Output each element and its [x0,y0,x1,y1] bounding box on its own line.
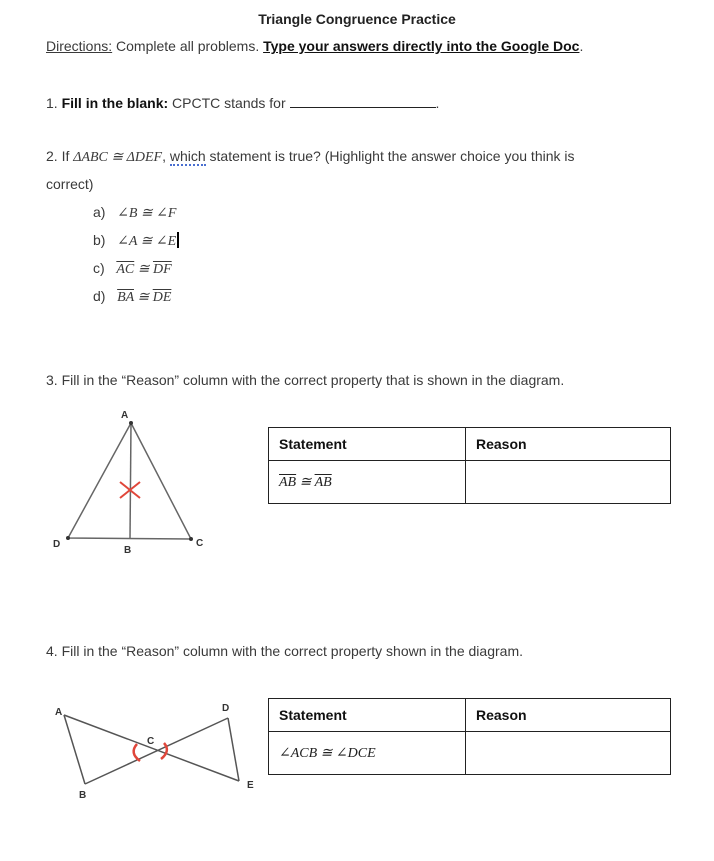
choice-b-left: ∠A [117,234,138,249]
directions-label: Directions: [46,38,113,54]
question-2 [46,148,575,166]
label-b: B [79,790,87,801]
point-d [66,536,70,540]
q1-text: CPCTC stands for [168,95,290,111]
q1-end: . [435,95,440,111]
q4-statement-cell [269,732,466,775]
choice-c[interactable] [93,260,172,278]
q3-header-reason: Reason [466,428,671,461]
q3-reason-cell[interactable] [466,461,671,504]
choice-c-symbol: ≅ [134,262,153,277]
q2-rest: statement is true? (Highlight the answer choice you think is [205,148,575,164]
choice-d-left: $\overline{BA}$ [117,290,134,305]
q2-congruent-symbol: ≅ [107,150,127,165]
point-a [129,421,133,425]
choice-d[interactable] [93,288,171,306]
label-a: A [121,410,129,421]
q4-header-statement: Statement [269,699,466,732]
choice-a-letter: a) [93,204,106,220]
q2-given-left: ΔABC [73,150,108,165]
directions-end: . [579,38,584,54]
q4-header-reason: Reason [466,699,671,732]
directions-emphasis: Type your answers directly into the Google Doc [263,38,580,54]
q1-answer-blank[interactable] [290,93,436,108]
choice-c-letter: c) [93,260,105,276]
label-d: D [53,539,61,550]
q3-statement-symbol: ≅ [296,475,315,490]
segment-de [228,718,239,781]
q1-number: 1. [46,95,58,111]
page-title: Triangle Congruence Practice [258,11,456,27]
choice-a-symbol: ≅ [137,206,157,221]
choice-a-left: ∠B [117,206,138,221]
q2-given-right: ΔDEF [126,150,163,165]
label-e: E [247,780,254,791]
question-3: 3. Fill in the “Reason” column with the correct property that is shown in the diagram. [46,372,565,388]
question-1 [46,93,439,111]
q4-reason-cell[interactable] [466,732,671,775]
q3-statement-left: $\overline{AB}$ [279,475,297,490]
text-cursor [177,232,179,248]
q4-statement: ∠ACB ≅ ∠DCE [279,746,376,761]
label-c: C [196,538,204,549]
choice-b-symbol: ≅ [137,234,156,249]
choice-b-right: ∠E [155,234,177,249]
choice-a[interactable] [93,204,176,222]
directions-text: Complete all problems. [112,38,264,54]
q2-which-word: which [169,148,206,164]
q3-statement-right: $\overline{AB}$ [314,475,332,490]
question-4: 4. Fill in the “Reason” column with the correct property shown in the diagram. [46,643,523,659]
point-c [189,537,193,541]
label-d: D [222,703,230,714]
choice-c-left: $\overline{AC}$ [116,262,135,277]
choice-d-letter: d) [93,288,106,304]
q3-statement-cell [269,461,466,504]
choice-b-letter: b) [93,232,106,248]
q1-label: Fill in the blank: [61,95,169,111]
q3-header-statement: Statement [269,428,466,461]
q2-comma: , [162,148,170,164]
q4-reason-table [268,698,671,775]
choice-a-right: ∠F [156,206,177,221]
choice-b[interactable] [93,232,179,250]
label-c: C [147,736,155,747]
q2-number: 2. If [46,148,74,164]
question-2-continued: correct) [46,176,94,192]
triangle-diagram-q3 [48,405,218,560]
segment-bd [85,718,228,784]
bowtie-diagram-q4 [48,697,268,807]
segment-ab [64,715,85,784]
label-b: B [124,545,132,556]
choice-c-right: $\overline{DF}$ [152,262,172,277]
choice-d-symbol: ≅ [133,290,153,305]
angle-mark-dce [161,743,167,759]
choice-d-right: $\overline{DE}$ [152,290,172,305]
directions [46,38,583,54]
segment-ab [130,423,131,539]
label-a: A [55,707,63,718]
q3-reason-table [268,427,671,504]
